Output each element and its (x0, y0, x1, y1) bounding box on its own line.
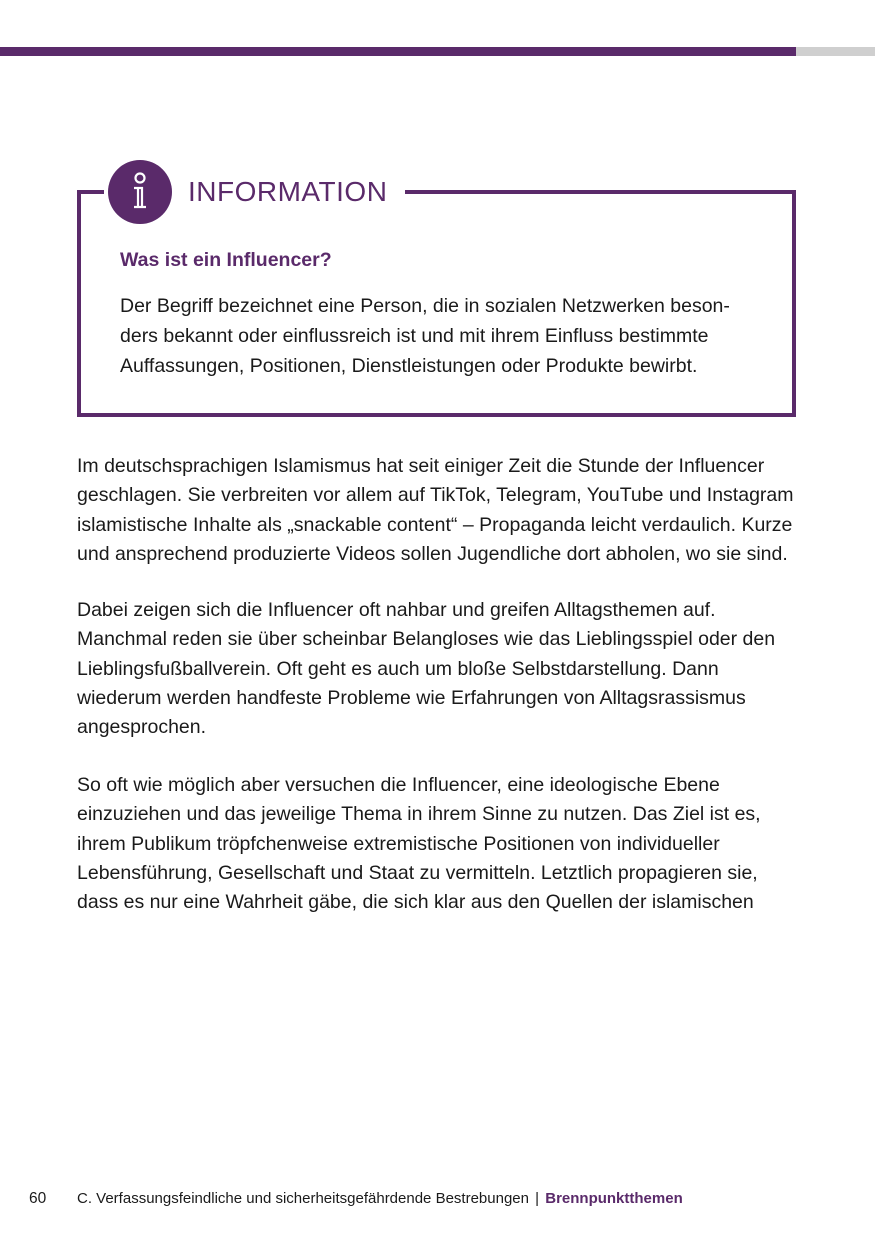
paragraph-line: islamistische Inhalte als „snackable content“ – Propaganda leicht verdaulich. Kurze (77, 513, 793, 536)
info-box-text-line: Der Begriff bezeichnet eine Person, die in sozialen Netzwerken beson- (120, 295, 730, 317)
footer-section: C. Verfassungsfeindliche und sicherheitsgefährdende Bestrebungen (77, 1190, 529, 1207)
information-title: INFORMATION (188, 176, 388, 207)
info-box-text-line: Auffassungen, Positionen, Dienstleistungen oder Produkte bewirbt. (120, 355, 698, 377)
footer-separator: | (535, 1190, 540, 1207)
info-box-text (120, 291, 770, 381)
paragraph-line: Dabei zeigen sich die Influencer oft nahbar und greifen Alltagsthemen auf. (77, 599, 716, 621)
page-number: 60 (29, 1190, 47, 1207)
paragraph-line: ihrem Publikum tröpfchenweise extremistische Positionen von individueller (77, 832, 720, 855)
paragraph-line: angesprochen. (77, 716, 207, 739)
info-icon (108, 160, 172, 224)
info-box-heading: Was ist ein Influencer? (120, 249, 332, 271)
footer-running-title (77, 1190, 683, 1207)
paragraph-line: geschlagen. Sie verbreiten vor allem auf TikTok, Telegram, YouTube und Instagram (77, 484, 794, 507)
footer-highlight: Brennpunktthemen (545, 1190, 683, 1207)
paragraph-line: So oft wie möglich aber versuchen die Influencer, eine ideologische Ebene (77, 774, 720, 796)
header-accent-bar (0, 47, 796, 56)
paragraph-line: dass es nur eine Wahrheit gäbe, die sich klar aus den Quellen der islamischen (77, 891, 754, 914)
header-gray-bar (796, 47, 875, 56)
information-header (104, 156, 405, 228)
paragraph-line: Lieblingsfußballverein. Oft geht es auch um bloße Selbstdarstellung. Dann (77, 657, 719, 680)
paragraph-line: und ansprechend produzierte Videos sollen Jugendliche dort abholen, wo sie sind. (77, 542, 788, 565)
info-box-text-line: ders bekannt oder einflussreich ist und mit ihrem Einfluss bestimmte (120, 325, 709, 347)
paragraph-line: Lebensführung, Gesellschaft und Staat zu vermitteln. Letztlich propagieren sie, (77, 861, 758, 884)
paragraph-line: wiederum werden handfeste Probleme wie Erfahrungen von Alltagsrassismus (77, 686, 746, 709)
body-paragraph-1 (77, 452, 807, 569)
paragraph-line: Manchmal reden sie über scheinbar Belangloses wie das Lieblingsspiel oder den (77, 628, 776, 651)
body-paragraph-2 (77, 596, 807, 742)
paragraph-line: einzuziehen und das jeweilige Thema in ihrem Sinne zu nutzen. Das Ziel ist es, (77, 803, 761, 826)
body-paragraph-3 (77, 771, 807, 917)
paragraph-line: Im deutschsprachigen Islamismus hat seit einiger Zeit die Stunde der Influencer (77, 455, 765, 477)
